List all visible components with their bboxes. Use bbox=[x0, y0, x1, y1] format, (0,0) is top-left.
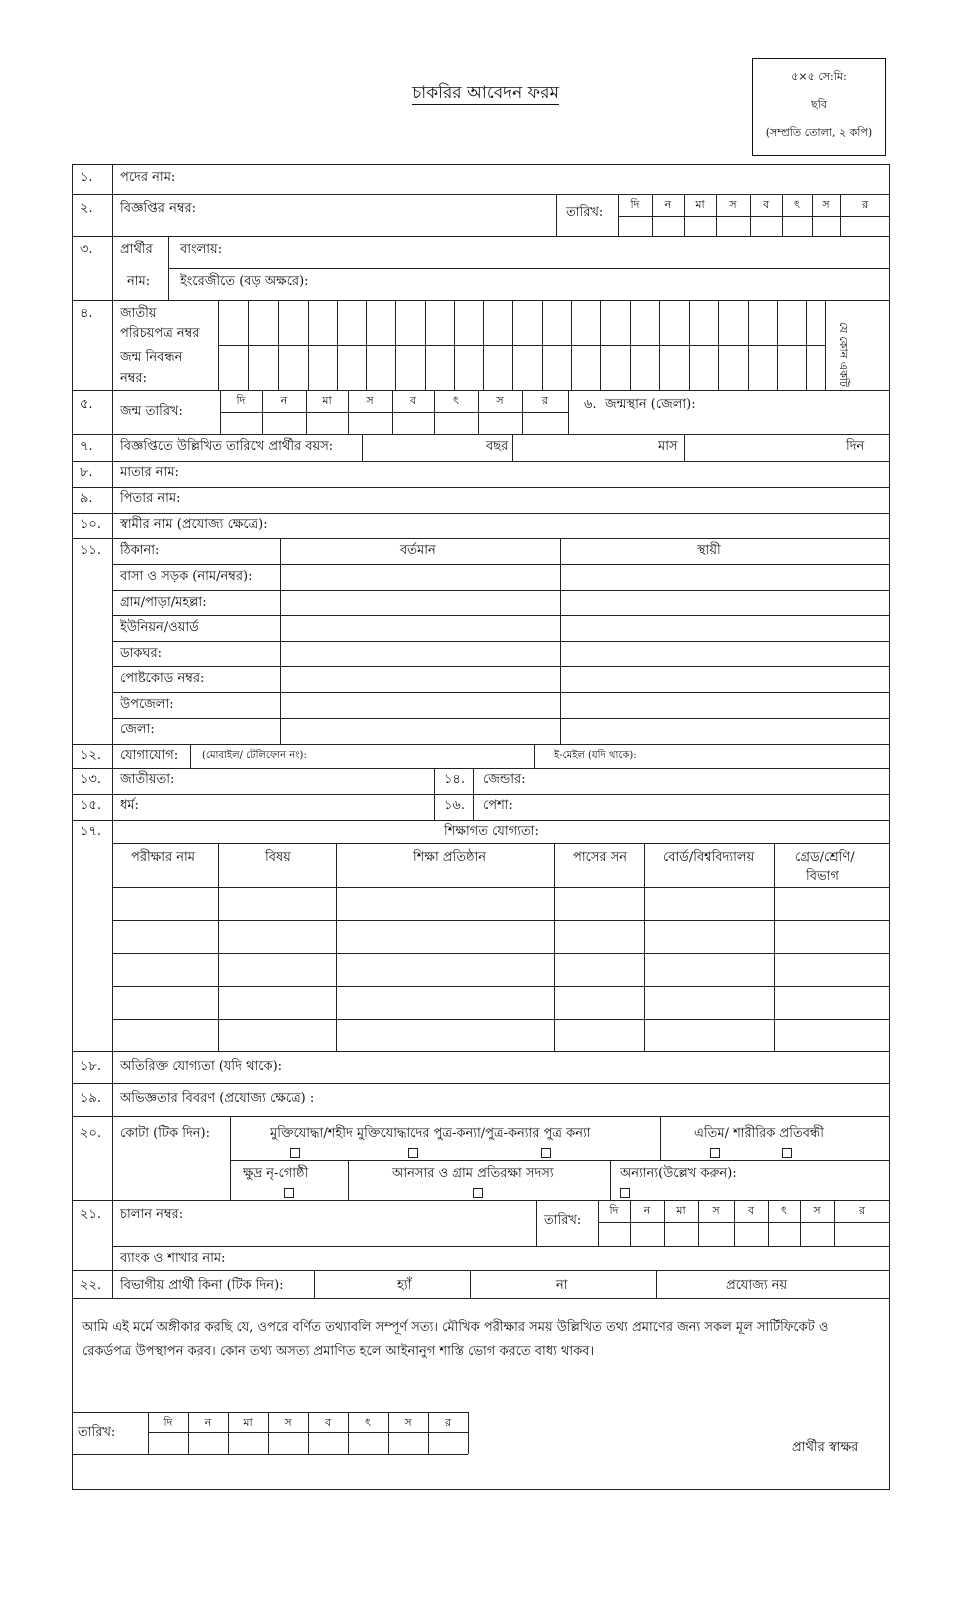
departmental-no[interactable]: না bbox=[556, 1278, 568, 1293]
date-cell-header: মা bbox=[243, 1416, 253, 1429]
rule-v bbox=[470, 1270, 471, 1298]
address-row-label: ইউনিয়ন/ওয়ার্ড bbox=[120, 620, 199, 635]
date-cell-header: স bbox=[712, 1204, 720, 1217]
quota-label: কোটা (টিক দিন): bbox=[120, 1126, 210, 1141]
address-row-label: ডাকঘর: bbox=[120, 646, 162, 661]
religion-label: ধর্ম: bbox=[120, 798, 139, 813]
photo-size: ৫×৫ সে:মি: bbox=[791, 70, 847, 83]
gender-label: জেন্ডার: bbox=[483, 772, 526, 787]
bank-branch-label: ব্যাংক ও শাখার নাম: bbox=[120, 1251, 226, 1266]
rule-v bbox=[434, 768, 435, 820]
row-number: ৯. bbox=[80, 491, 93, 506]
rule-v bbox=[366, 300, 367, 390]
date-cell-header: দি bbox=[609, 1204, 619, 1217]
edu-col-institution: শিক্ষা প্রতিষ্ঠান bbox=[413, 850, 487, 865]
rule-v bbox=[112, 164, 113, 1298]
date-cell-header: স bbox=[813, 1204, 821, 1217]
birth-district-num: ৬. bbox=[584, 397, 597, 412]
address-row-label: জেলা: bbox=[120, 722, 155, 737]
date-cell-header: ব bbox=[762, 198, 770, 211]
photo-box bbox=[752, 58, 886, 156]
extra-qualification-label: অতিরিক্ত যোগ্যতা (যদি থাকে): bbox=[120, 1059, 283, 1074]
date-cell-header: ন bbox=[643, 1204, 651, 1217]
address-row-label: গ্রাম/পাড়া/মহল্লা: bbox=[120, 595, 207, 610]
rule-h bbox=[72, 194, 890, 195]
date-cell-header: স bbox=[284, 1416, 292, 1429]
quota-freedom-fighter: মুক্তিযোদ্ধা/শহীদ মুক্তিযোদ্ধাদের পুত্র-কন্যা/পুত্র-কন্যার পুত্র কন্যা bbox=[270, 1126, 591, 1141]
page-title: চাকরির আবেদন ফরম bbox=[412, 83, 559, 103]
rule-v bbox=[542, 300, 543, 390]
quota-checkbox-2[interactable] bbox=[408, 1148, 418, 1158]
rule-v bbox=[560, 538, 561, 744]
rule-v bbox=[425, 300, 426, 390]
rule-v bbox=[534, 744, 535, 768]
date-cell-header: মা bbox=[676, 1204, 686, 1217]
rule-v bbox=[336, 843, 337, 1051]
date-cell-header: দি bbox=[163, 1416, 173, 1429]
rule-v bbox=[571, 300, 572, 390]
either-one-note: যে কোন একটি bbox=[837, 322, 850, 387]
birth-date-label: জন্ম তারিখ: bbox=[120, 404, 183, 419]
rule-h bbox=[72, 487, 890, 488]
nationality-label: জাতীয়তা: bbox=[120, 772, 175, 787]
quota-checkbox-3[interactable] bbox=[541, 1148, 551, 1158]
post-name-label: পদের নাম: bbox=[120, 170, 176, 185]
footer-date-label: তারিখ: bbox=[78, 1425, 116, 1440]
row-number: ২২. bbox=[80, 1278, 102, 1293]
birth-reg-label-b: নম্বর: bbox=[120, 371, 147, 386]
quota-ansar: আনসার ও গ্রাম প্রতিরক্ষা সদস্য bbox=[392, 1166, 554, 1181]
rule-h bbox=[72, 768, 890, 769]
notice-number-label: বিজ্ঞপ্তির নম্বর: bbox=[120, 201, 197, 216]
row-number: ২. bbox=[80, 201, 93, 216]
name-bangla-label: বাংলায়: bbox=[180, 242, 223, 257]
quota-checkbox-disabled[interactable] bbox=[782, 1148, 792, 1158]
husband-name-label: স্বামীর নাম (প্রযোজ্য ক্ষেত্রে): bbox=[120, 517, 268, 532]
rule-v bbox=[659, 300, 660, 390]
address-label: ঠিকানা: bbox=[120, 543, 160, 558]
rule-v bbox=[218, 300, 219, 390]
rule-v bbox=[468, 1412, 469, 1454]
rule-h bbox=[218, 345, 825, 346]
rule-v bbox=[218, 843, 219, 1051]
age-label: বিজ্ঞপ্তিতে উল্লিখিত তারিখে প্রার্থীর বয়স: bbox=[120, 439, 334, 454]
rule-h bbox=[72, 434, 890, 435]
rule-v bbox=[644, 843, 645, 1051]
photo-note: (সম্প্রতি তোলা, ২ কপি) bbox=[765, 126, 873, 139]
rule-v bbox=[230, 1116, 231, 1200]
rule-h bbox=[72, 461, 890, 462]
rule-v bbox=[748, 300, 749, 390]
rule-h bbox=[72, 1298, 890, 1299]
rule-v bbox=[395, 300, 396, 390]
nid-label-b: পরিচয়পত্র নম্বর bbox=[120, 326, 200, 341]
applicant-label-b: নাম: bbox=[127, 274, 151, 289]
quota-checkbox-ethnic[interactable] bbox=[284, 1188, 294, 1198]
rule-h bbox=[168, 268, 890, 269]
rule-v bbox=[72, 1412, 73, 1454]
date-cell-header: ন bbox=[204, 1416, 212, 1429]
rule-h bbox=[618, 216, 890, 217]
rule-h bbox=[72, 1412, 468, 1413]
row-number: ৮. bbox=[80, 465, 93, 480]
date-cell-header: স bbox=[729, 198, 737, 211]
rule-h bbox=[112, 1246, 890, 1247]
edu-col-subject: বিষয় bbox=[265, 850, 291, 865]
challan-date-label: তারিখ: bbox=[544, 1213, 582, 1228]
nid-label-a: জাতীয় bbox=[120, 306, 157, 321]
rule-v bbox=[337, 300, 338, 390]
rule-v bbox=[168, 236, 169, 300]
rule-h bbox=[72, 236, 890, 237]
quota-ethnic: ক্ষুদ্র নৃ-গোষ্ঠী bbox=[243, 1166, 309, 1181]
age-day: দিন bbox=[846, 439, 865, 454]
departmental-na[interactable]: প্রযোজ্য নয় bbox=[726, 1278, 788, 1293]
row-number: ১১. bbox=[80, 543, 102, 558]
rule-h bbox=[72, 1051, 890, 1052]
rule-v bbox=[684, 434, 685, 461]
date-cell-header: দি bbox=[236, 394, 246, 407]
rule-v bbox=[556, 194, 557, 236]
rule-v bbox=[718, 300, 719, 390]
quota-other: অন্যান্য(উল্লেখ করুন): bbox=[620, 1166, 737, 1181]
notice-date-label: তারিখ: bbox=[566, 205, 604, 220]
date-cell-header: স bbox=[822, 198, 830, 211]
rule-v bbox=[806, 300, 807, 390]
rule-v bbox=[512, 434, 513, 461]
row-number: ১৮. bbox=[80, 1059, 102, 1074]
rule-v bbox=[190, 744, 191, 768]
quota-checkbox-other[interactable] bbox=[620, 1188, 630, 1198]
row-number: ১৭. bbox=[80, 824, 102, 839]
rule-h bbox=[112, 590, 890, 591]
rule-v bbox=[454, 300, 455, 390]
email-label: ই-মেইল (যদি থাকে): bbox=[554, 750, 637, 761]
gender-num: ১৪. bbox=[444, 772, 466, 787]
rule-h bbox=[112, 641, 890, 642]
contact-label: যোগাযোগ: bbox=[120, 748, 179, 763]
date-cell-header: র bbox=[541, 394, 549, 407]
rule-h bbox=[72, 1270, 890, 1271]
edu-col-board: বোর্ড/বিশ্ববিদ্যালয় bbox=[663, 850, 755, 865]
rule-v bbox=[689, 300, 690, 390]
row-number: ১২. bbox=[80, 748, 102, 763]
date-cell-header: ব bbox=[324, 1416, 332, 1429]
date-cell-header: র bbox=[861, 198, 869, 211]
edu-col-exam: পরীক্ষার নাম bbox=[131, 850, 196, 865]
rule-v bbox=[600, 300, 601, 390]
rule-v bbox=[278, 300, 279, 390]
row-number: ২০. bbox=[80, 1126, 102, 1141]
rule-h bbox=[112, 564, 890, 565]
birth-reg-label-a: জন্ম নিবন্ধন bbox=[120, 350, 183, 365]
quota-checkbox-ansar[interactable] bbox=[473, 1188, 483, 1198]
rule-h bbox=[72, 744, 890, 745]
birth-district-label: জন্মস্থান (জেলা): bbox=[605, 397, 696, 412]
rule-v bbox=[348, 1160, 349, 1200]
row-number: ৫. bbox=[80, 397, 93, 412]
rule-v bbox=[483, 300, 484, 390]
quota-checkbox-1[interactable] bbox=[290, 1148, 300, 1158]
row-number: ৭. bbox=[80, 439, 93, 454]
edu-col-grade: গ্রেড/শ্রেণি/ bbox=[795, 850, 855, 865]
rule-h bbox=[72, 513, 890, 514]
edu-col-division: বিভাগ bbox=[806, 869, 839, 884]
name-english-label: ইংরেজীতে (বড় অক্ষরে): bbox=[180, 274, 309, 289]
rule-h bbox=[220, 412, 568, 413]
row-number: ১৩. bbox=[80, 772, 102, 787]
rule-h bbox=[112, 615, 890, 616]
rule-v bbox=[473, 768, 474, 820]
photo-label: ছবি bbox=[811, 98, 827, 111]
rule-v bbox=[280, 538, 281, 744]
rule-v bbox=[568, 390, 569, 434]
date-cell-header: র bbox=[858, 1204, 866, 1217]
rule-h bbox=[72, 1083, 890, 1084]
date-cell-header: মা bbox=[322, 394, 332, 407]
date-cell-header: ব bbox=[409, 394, 417, 407]
permanent-address-header: স্থায়ী bbox=[697, 543, 721, 558]
rule-h bbox=[72, 794, 890, 795]
rule-h bbox=[112, 692, 890, 693]
row-number: ১৯. bbox=[80, 1091, 102, 1106]
date-cell-header: স bbox=[366, 394, 374, 407]
rule-v bbox=[777, 300, 778, 390]
date-cell-header: ব bbox=[747, 1204, 755, 1217]
rule-v bbox=[512, 300, 513, 390]
age-year: বছর bbox=[486, 439, 509, 454]
row-number: ১০. bbox=[80, 517, 102, 532]
date-cell-header: ন bbox=[664, 198, 672, 211]
row-number: ১. bbox=[80, 170, 93, 185]
rule-h bbox=[72, 390, 890, 391]
rule-v bbox=[660, 1116, 661, 1160]
education-title: শিক্ষাগত যোগ্যতা: bbox=[444, 824, 539, 839]
date-cell-header: ৎ bbox=[365, 1416, 371, 1429]
date-cell-header: ন bbox=[280, 394, 288, 407]
father-name-label: পিতার নাম: bbox=[120, 491, 181, 506]
date-cell-header: র bbox=[444, 1416, 452, 1429]
row-number: ১৫. bbox=[80, 798, 102, 813]
rule-v bbox=[630, 300, 631, 390]
rule-h bbox=[72, 1116, 890, 1117]
rule-v bbox=[536, 1200, 537, 1246]
rule-v bbox=[774, 843, 775, 1051]
row-number: ২১. bbox=[80, 1207, 102, 1222]
present-address-header: বর্তমান bbox=[400, 543, 436, 558]
experience-label: অভিজ্ঞতার বিবরণ (প্রযোজ্য ক্ষেত্রে) : bbox=[120, 1091, 315, 1106]
rule-h bbox=[112, 666, 890, 667]
rule-v bbox=[248, 300, 249, 390]
date-cell-header: ৎ bbox=[794, 198, 800, 211]
rule-v bbox=[308, 300, 309, 390]
rule-v bbox=[314, 1270, 315, 1298]
rule-h bbox=[72, 1454, 468, 1455]
occupation-num: ১৬. bbox=[444, 798, 466, 813]
occupation-label: পেশা: bbox=[483, 798, 513, 813]
quota-checkbox-orphan[interactable] bbox=[710, 1148, 720, 1158]
departmental-yes[interactable]: হ্যাঁ bbox=[397, 1278, 412, 1293]
row-number: ৪. bbox=[80, 306, 93, 321]
quota-orphan-disabled: এতিম/ শারীরিক প্রতিবন্ধী bbox=[694, 1126, 824, 1141]
row-number: ৩. bbox=[80, 242, 93, 257]
edu-col-year: পাসের সন bbox=[573, 850, 628, 865]
rule-v bbox=[610, 1160, 611, 1200]
rule-v bbox=[656, 1270, 657, 1298]
date-cell-header: মা bbox=[695, 198, 705, 211]
challan-number-label: চালান নম্বর: bbox=[120, 1207, 184, 1222]
address-row-label: পোষ্টকোড নম্বর: bbox=[120, 671, 205, 686]
rule-h bbox=[112, 718, 890, 719]
rule-h bbox=[72, 300, 890, 301]
date-cell-header: স bbox=[496, 394, 504, 407]
address-row-label: উপজেলা: bbox=[120, 697, 174, 712]
rule-v bbox=[554, 843, 555, 1051]
rule-h bbox=[230, 1160, 890, 1161]
applicant-label-a: প্রার্থীর bbox=[120, 242, 153, 257]
date-cell-header: স bbox=[404, 1416, 412, 1429]
address-row-label: বাসা ও সড়ক (নাম/নম্বর): bbox=[120, 569, 253, 584]
mother-name-label: মাতার নাম: bbox=[120, 465, 179, 480]
departmental-label: বিভাগীয় প্রার্থী কিনা (টিক দিন): bbox=[120, 1278, 284, 1293]
signature-label: প্রার্থীর স্বাক্ষর bbox=[792, 1440, 859, 1455]
age-month: মাস bbox=[658, 439, 678, 454]
date-cell-header: ৎ bbox=[453, 394, 459, 407]
rule-h bbox=[72, 820, 890, 821]
mobile-label: (মোবাইল/ টেলিফোন নং): bbox=[202, 750, 307, 761]
declaration-text: আমি এই মর্মে অঙ্গীকার করছি যে, ওপরে বর্ণিত তথ্যাবলি সম্পূর্ণ সত্য। মৌখিক পরীক্ষার সময় উল্লিখিত তথ্য প্রমাণের জন্য সকল মূল সার্টিফিকেট ও রেকর্ডপত্র উপস্থাপন করব। কোন তথ্য অসত্য প্রমাণিত হলে আইনানুগ শাস্তি ভোগ করতে বাধ্য থাকব। bbox=[82, 1320, 829, 1359]
date-cell-header: দি bbox=[630, 198, 640, 211]
rule-v bbox=[362, 434, 363, 461]
date-cell-header: ৎ bbox=[781, 1204, 787, 1217]
rule-h bbox=[598, 1222, 890, 1223]
rule-h bbox=[72, 538, 890, 539]
rule-v bbox=[825, 300, 826, 390]
